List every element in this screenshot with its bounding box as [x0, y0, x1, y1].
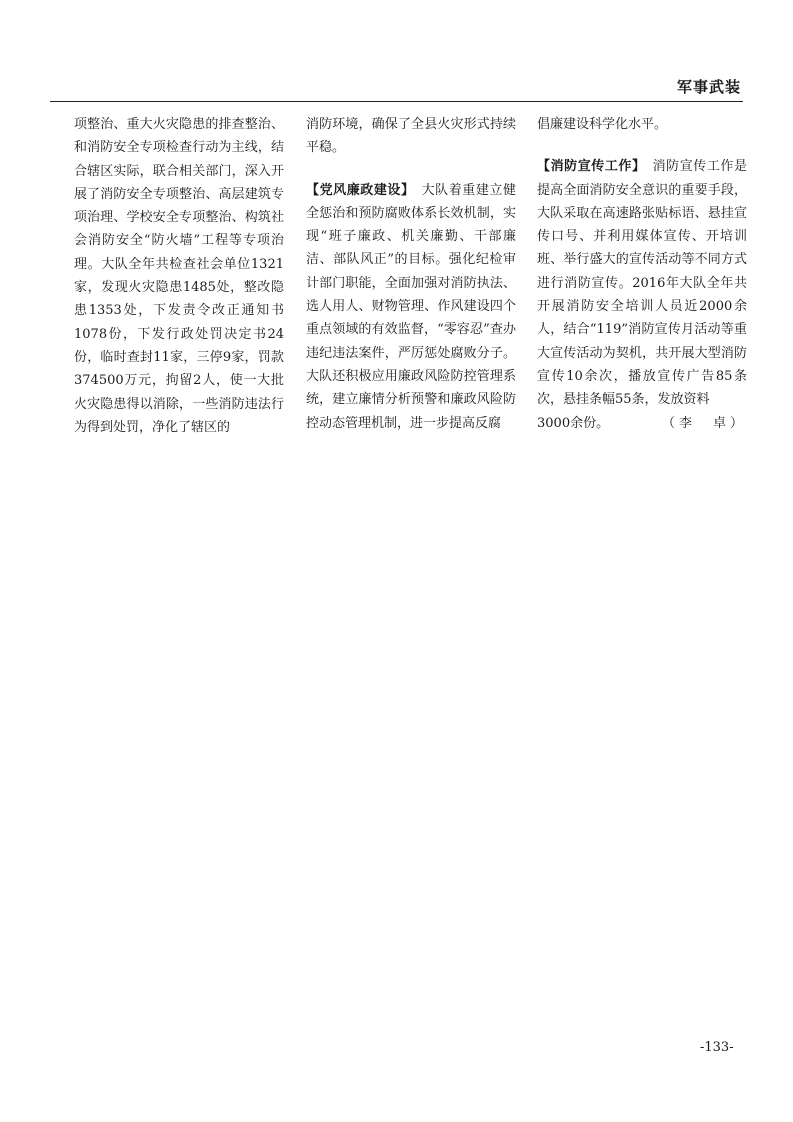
header-rule [50, 101, 743, 102]
section-heading: 【党风廉政建设】 [306, 182, 415, 198]
article-column-2 [306, 113, 516, 435]
body-paragraph-continued: 消防环境，确保了全县火灾形式持续平稳。 [306, 117, 516, 156]
section-party-conduct [306, 179, 516, 435]
body-paragraph-continued: 倡廉建设科学化水平。 [537, 117, 668, 132]
page-number: -133- [700, 1040, 734, 1055]
closing-text: 3000余份。 [537, 415, 610, 431]
author-signature: （李 卓） [661, 415, 747, 431]
section-fire-publicity [537, 155, 747, 411]
section-body: 消防宣传工作是提高全面消防安全意识的重要手段，大队采取在高速路张贴标语、悬挂宣传口号、并利用媒体宣传、开培训班、举行盛大的宣传活动等不同方式进行消防宣传。2016年大队全年共开展消防安全培训人员近2000余人，结合“119”消防宣传月活动等重大宣传活动为契机，共开展大型消防宣传10余次，播放宣传广告85条次，悬挂条幅55条，发放资料 [537, 159, 747, 408]
body-paragraph: 项整治、重大火灾隐患的排查整治、和消防安全专项检查行动为主线，结合辖区实际，联合相关部门，深入开展了消防安全专项整治、高层建筑专项治理、学校安全专项整治、构筑社会消防安全“防火墙”工程等专项治理。大队全年共检查社会单位1321家，发现火灾隐患1485处，整改隐患1353处，下发责令改正通知书1078份，下发行政处罚决定书24份，临时查封11家，三停9家，罚款374500万元，拘留2人，使一大批火灾隐患得以消除，一些消防违法行为得到处罚，净化了辖区的 [74, 117, 284, 435]
article-column-1 [74, 113, 284, 439]
section-heading: 【消防宣传工作】 [537, 159, 646, 175]
closing-line [537, 412, 747, 435]
section-body: 大队着重建立健全惩治和预防腐败体系长效机制，实现“班子廉政、机关廉勤、干部廉洁、部队风正”的目标。强化纪检审计部门职能，全面加强对消防执法、选人用人、财物管理、作风建设四个重点领域的有效监督，“零容忍”查办违纪违法案件，严厉惩处腐败分子。大队还积极应用廉政风险防控管理系统，建立廉情分析预警和廉政风险防控动态管理机制，进一步提高反腐 [306, 182, 516, 431]
section-title: 军事武装 [676, 78, 741, 96]
article-column-3 [537, 113, 747, 435]
